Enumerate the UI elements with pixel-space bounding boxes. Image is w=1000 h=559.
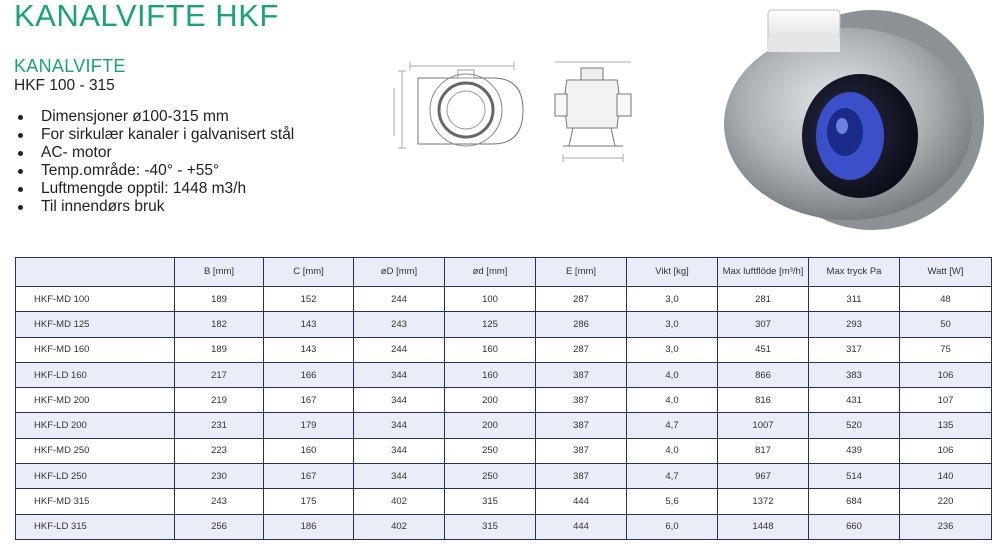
value-cell: 182	[175, 312, 264, 337]
model-cell: HKF-MD 315	[16, 489, 175, 514]
value-cell: 200	[445, 388, 536, 413]
table-row	[16, 464, 992, 489]
value-cell: 520	[809, 413, 900, 438]
value-cell: 167	[264, 388, 354, 413]
value-cell: 256	[175, 514, 264, 539]
feature-item: AC- motor	[14, 144, 294, 162]
model-cell: HKF-LD 250	[16, 464, 175, 489]
value-cell: 307	[718, 312, 809, 337]
value-cell: 48	[900, 287, 992, 312]
duct-fan-photo	[700, 8, 990, 233]
feature-list	[14, 108, 294, 216]
value-cell: 287	[536, 337, 627, 362]
value-cell: 4,7	[627, 464, 718, 489]
value-cell: 444	[536, 489, 627, 514]
value-cell: 220	[900, 489, 992, 514]
column-header	[16, 258, 175, 287]
value-cell: 967	[718, 464, 809, 489]
value-cell: 387	[536, 388, 627, 413]
value-cell: 315	[445, 514, 536, 539]
value-cell: 293	[809, 312, 900, 337]
value-cell: 684	[809, 489, 900, 514]
value-cell: 281	[718, 287, 809, 312]
value-cell: 106	[900, 438, 992, 463]
feature-item: For sirkulær kanaler i galvanisert stål	[14, 126, 294, 144]
feature-item: Til innendørs bruk	[14, 198, 294, 216]
value-cell: 250	[445, 438, 536, 463]
value-cell: 189	[175, 287, 264, 312]
column-header: Max tryck Pa	[809, 258, 900, 287]
value-cell: 243	[354, 312, 445, 337]
column-header: Max luftflöde [m³/h]	[718, 258, 809, 287]
value-cell: 344	[354, 413, 445, 438]
value-cell: 189	[175, 337, 264, 362]
model-cell: HKF-LD 200	[16, 413, 175, 438]
value-cell: 106	[900, 362, 992, 387]
value-cell: 439	[809, 438, 900, 463]
value-cell: 4,7	[627, 413, 718, 438]
value-cell: 3,0	[627, 337, 718, 362]
value-cell: 817	[718, 438, 809, 463]
table-row	[16, 337, 992, 362]
feature-item: Luftmengde opptil: 1448 m3/h	[14, 180, 294, 198]
value-cell: 402	[354, 514, 445, 539]
model-cell: HKF-LD 160	[16, 362, 175, 387]
value-cell: 200	[445, 413, 536, 438]
value-cell: 125	[445, 312, 536, 337]
value-cell: 431	[809, 388, 900, 413]
value-cell: 166	[264, 362, 354, 387]
value-cell: 243	[175, 489, 264, 514]
value-cell: 50	[900, 312, 992, 337]
value-cell: 387	[536, 464, 627, 489]
column-header: øD [mm]	[354, 258, 445, 287]
value-cell: 344	[354, 464, 445, 489]
value-cell: 160	[445, 362, 536, 387]
model-cell: HKF-MD 250	[16, 438, 175, 463]
value-cell: 660	[809, 514, 900, 539]
value-cell: 387	[536, 413, 627, 438]
value-cell: 179	[264, 413, 354, 438]
column-header: C [mm]	[264, 258, 354, 287]
value-cell: 230	[175, 464, 264, 489]
value-cell: 167	[264, 464, 354, 489]
value-cell: 344	[354, 438, 445, 463]
side-view-drawing	[545, 58, 645, 178]
value-cell: 402	[354, 489, 445, 514]
value-cell: 444	[536, 514, 627, 539]
value-cell: 75	[900, 337, 992, 362]
table-row	[16, 362, 992, 387]
value-cell: 451	[718, 337, 809, 362]
value-cell: 140	[900, 464, 992, 489]
value-cell: 250	[445, 464, 536, 489]
value-cell: 6,0	[627, 514, 718, 539]
value-cell: 344	[354, 388, 445, 413]
table-body	[16, 287, 992, 540]
value-cell: 135	[900, 413, 992, 438]
column-header: Vikt [kg]	[627, 258, 718, 287]
column-header: ød [mm]	[445, 258, 536, 287]
specifications-table	[15, 257, 992, 540]
table-row	[16, 489, 992, 514]
front-view-drawing	[388, 58, 538, 158]
value-cell: 4,0	[627, 388, 718, 413]
model-cell: HKF-LD 315	[16, 514, 175, 539]
column-header: E [mm]	[536, 258, 627, 287]
value-cell: 231	[175, 413, 264, 438]
table-row	[16, 438, 992, 463]
value-cell: 160	[445, 337, 536, 362]
page-title: KANALVIFTE HKF	[14, 0, 279, 33]
value-cell: 315	[445, 489, 536, 514]
value-cell: 287	[536, 287, 627, 312]
value-cell: 143	[264, 337, 354, 362]
column-header: Watt [W]	[900, 258, 992, 287]
table-row	[16, 312, 992, 337]
model-cell: HKF-MD 200	[16, 388, 175, 413]
value-cell: 100	[445, 287, 536, 312]
model-cell: HKF-MD 160	[16, 337, 175, 362]
value-cell: 4,0	[627, 438, 718, 463]
feature-item: Dimensjoner ø100-315 mm	[14, 108, 294, 126]
table-row	[16, 388, 992, 413]
value-cell: 4,0	[627, 362, 718, 387]
table-row	[16, 413, 992, 438]
table-header-row	[16, 258, 992, 287]
value-cell: 3,0	[627, 312, 718, 337]
feature-item: Temp.område: -40° - +55°	[14, 162, 294, 180]
value-cell: 317	[809, 337, 900, 362]
value-cell: 219	[175, 388, 264, 413]
value-cell: 143	[264, 312, 354, 337]
value-cell: 311	[809, 287, 900, 312]
value-cell: 244	[354, 287, 445, 312]
value-cell: 175	[264, 489, 354, 514]
value-cell: 236	[900, 514, 992, 539]
table-row	[16, 514, 992, 539]
model-cell: HKF-MD 100	[16, 287, 175, 312]
value-cell: 5,6	[627, 489, 718, 514]
value-cell: 387	[536, 438, 627, 463]
value-cell: 186	[264, 514, 354, 539]
value-cell: 3,0	[627, 287, 718, 312]
value-cell: 160	[264, 438, 354, 463]
value-cell: 152	[264, 287, 354, 312]
value-cell: 514	[809, 464, 900, 489]
value-cell: 1372	[718, 489, 809, 514]
value-cell: 1448	[718, 514, 809, 539]
product-subtitle: KANALVIFTE	[14, 56, 126, 76]
table-row	[16, 287, 992, 312]
value-cell: 387	[536, 362, 627, 387]
value-cell: 223	[175, 438, 264, 463]
value-cell: 286	[536, 312, 627, 337]
value-cell: 217	[175, 362, 264, 387]
value-cell: 816	[718, 388, 809, 413]
model-range: HKF 100 - 315	[14, 77, 115, 94]
value-cell: 244	[354, 337, 445, 362]
value-cell: 344	[354, 362, 445, 387]
value-cell: 383	[809, 362, 900, 387]
model-cell: HKF-MD 125	[16, 312, 175, 337]
column-header: B [mm]	[175, 258, 264, 287]
value-cell: 866	[718, 362, 809, 387]
value-cell: 107	[900, 388, 992, 413]
value-cell: 1007	[718, 413, 809, 438]
